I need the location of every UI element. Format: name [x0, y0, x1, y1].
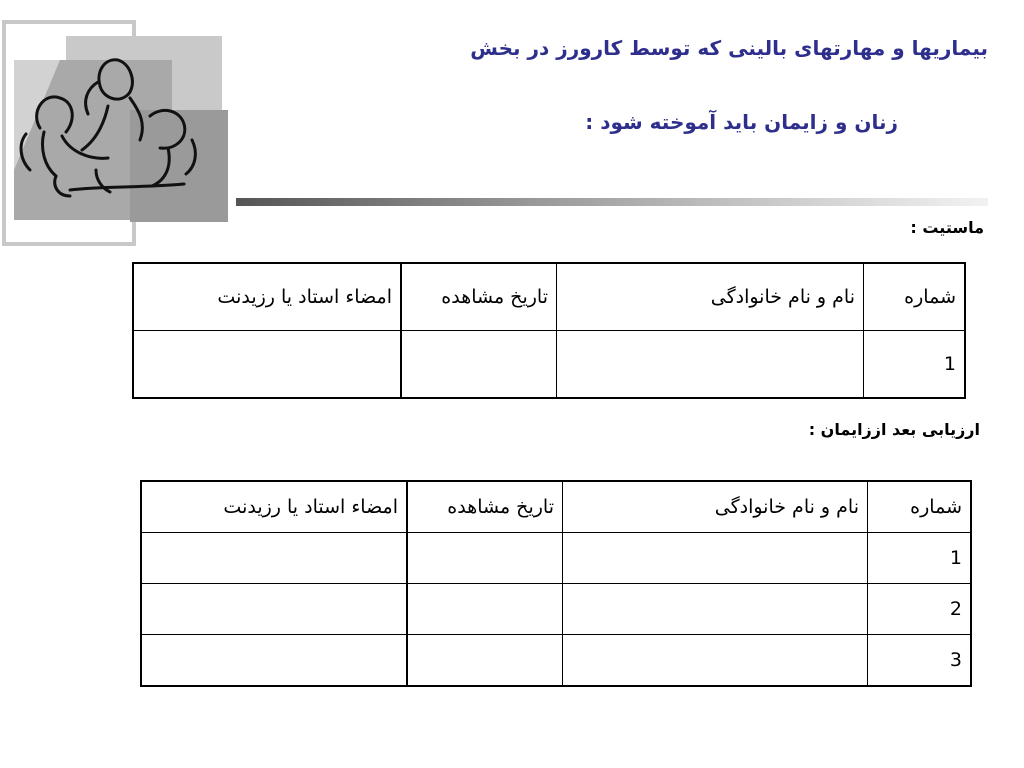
cell-fullname — [563, 635, 868, 687]
cell-signature — [141, 533, 407, 584]
cell-number: 1 — [868, 533, 972, 584]
cell-fullname — [563, 533, 868, 584]
cell-observation-date — [407, 635, 563, 687]
postpartum-table — [140, 480, 972, 687]
cell-signature — [141, 584, 407, 635]
table-row — [133, 331, 965, 399]
cell-signature — [141, 635, 407, 687]
section-label-mastitis: ماستیت : — [910, 218, 984, 237]
cell-observation-date — [407, 533, 563, 584]
cell-fullname — [563, 584, 868, 635]
header-fullname: نام و نام خانوادگی — [557, 263, 864, 331]
header-divider — [236, 198, 988, 206]
cell-fullname — [557, 331, 864, 399]
mastitis-table — [132, 262, 966, 399]
header-fullname: نام و نام خانوادگی — [563, 481, 868, 533]
cell-observation-date — [407, 584, 563, 635]
header-observation-date: تاریخ مشاهده — [401, 263, 557, 331]
section-label-postpartum: ارزیابی بعد اززایمان : — [808, 420, 980, 439]
table-row — [141, 584, 971, 635]
table-row — [141, 635, 971, 687]
cell-number: 1 — [864, 331, 966, 399]
table-row — [141, 533, 971, 584]
mother-child-logo — [0, 20, 240, 246]
cell-number: 2 — [868, 584, 972, 635]
cell-signature — [133, 331, 401, 399]
page-title-line1: بیماریها و مهارتهای بالینی که توسط کارورز در بخش — [470, 36, 988, 60]
cell-number: 3 — [868, 635, 972, 687]
header-observation-date: تاریخ مشاهده — [407, 481, 563, 533]
cell-observation-date — [401, 331, 557, 399]
table-header-row — [141, 481, 971, 533]
header-number: شماره — [864, 263, 966, 331]
page-title-line2: زنان و زایمان باید آموخته شود : — [585, 110, 898, 134]
header-number: شماره — [868, 481, 972, 533]
header-signature: امضاء استاد یا رزیدنت — [133, 263, 401, 331]
header-signature: امضاء استاد یا رزیدنت — [141, 481, 407, 533]
table-header-row — [133, 263, 965, 331]
